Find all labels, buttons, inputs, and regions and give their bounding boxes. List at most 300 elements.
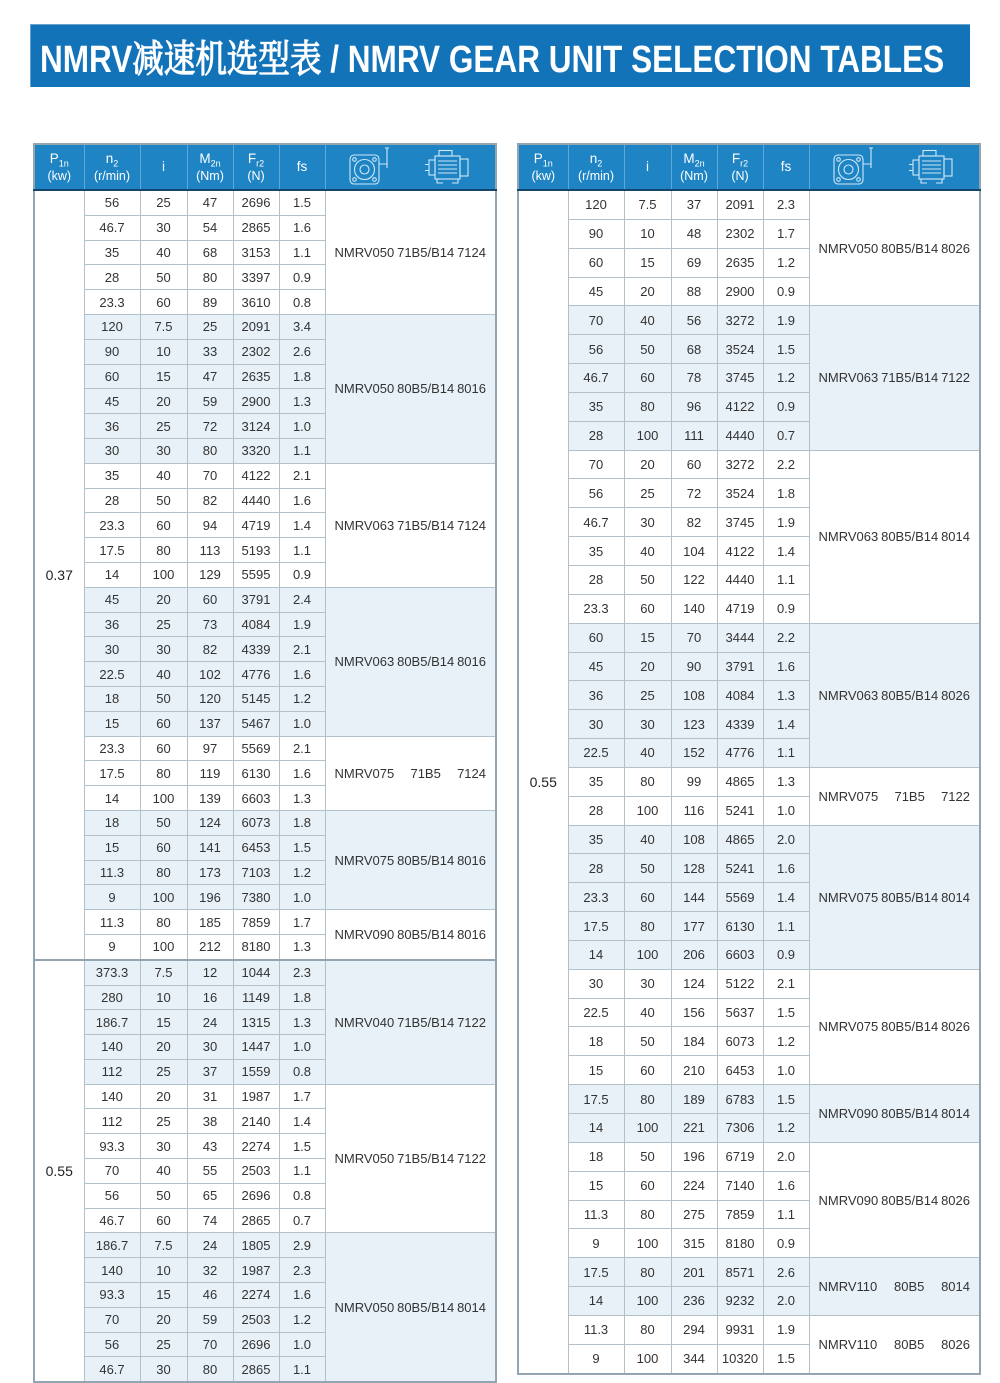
m2n-cell: 173 — [187, 860, 233, 885]
i-cell: 25 — [140, 190, 187, 215]
fr2-cell: 4440 — [717, 565, 763, 594]
model-code: 7124 — [457, 517, 486, 533]
model-flange: 80B5/B14 — [881, 529, 939, 545]
fs-cell: 1.3 — [279, 934, 325, 959]
model-code: 8026 — [941, 240, 970, 256]
i-cell: 15 — [140, 1283, 187, 1308]
i-cell: 50 — [140, 686, 187, 711]
fr2-cell: 3610 — [233, 290, 279, 315]
m2n-cell: 48 — [671, 219, 717, 248]
model-cell — [325, 960, 496, 1084]
i-cell: 7.5 — [140, 960, 187, 985]
i-cell: 80 — [624, 767, 671, 796]
fs-cell: 1.2 — [763, 1027, 809, 1056]
fr2-cell: 3444 — [717, 623, 763, 652]
model-cell — [325, 736, 496, 810]
fs-cell: 1.1 — [279, 1357, 325, 1382]
i-cell: 50 — [624, 565, 671, 594]
m2n-cell: 54 — [187, 215, 233, 240]
model-flange: 80B5/B14 — [397, 654, 455, 670]
col-header-m2n: $M_{2n}$ (Nm) — [187, 144, 233, 190]
m2n-cell: 82 — [187, 637, 233, 662]
fs-cell: 0.9 — [763, 940, 809, 969]
m2n-cell: 80 — [187, 1357, 233, 1382]
n2-cell: 18 — [568, 1142, 624, 1171]
n2-cell: 14 — [568, 940, 624, 969]
fr2-cell: 5241 — [717, 854, 763, 883]
fs-cell: 1.0 — [279, 1035, 325, 1060]
fs-cell: 1.6 — [763, 652, 809, 681]
fs-cell: 0.9 — [763, 392, 809, 421]
fs-cell: 0.9 — [763, 1229, 809, 1258]
m2n-cell: 212 — [187, 934, 233, 959]
model-name: NMRV063 — [334, 517, 395, 533]
model-flange: 80B5 — [893, 1336, 925, 1352]
n2-cell: 35 — [84, 240, 140, 265]
n2-cell: 9 — [84, 934, 140, 959]
fr2-cell: 8180 — [717, 1229, 763, 1258]
m2n-cell: 206 — [671, 940, 717, 969]
fs-cell: 3.4 — [279, 314, 325, 339]
i-cell: 20 — [624, 652, 671, 681]
m2n-cell: 189 — [671, 1085, 717, 1114]
fr2-cell: 4339 — [233, 637, 279, 662]
fs-cell: 2.1 — [279, 736, 325, 761]
fs-cell: 1.0 — [279, 711, 325, 736]
fr2-cell: 7103 — [233, 860, 279, 885]
n2-cell: 17.5 — [84, 538, 140, 563]
fr2-cell: 1044 — [233, 960, 279, 985]
n2-cell: 30 — [84, 438, 140, 463]
fs-cell: 0.8 — [279, 1059, 325, 1084]
i-cell: 15 — [624, 248, 671, 277]
i-cell: 80 — [140, 910, 187, 935]
fr2-cell: 3153 — [233, 240, 279, 265]
fr2-cell: 3397 — [233, 265, 279, 290]
model-cell — [809, 450, 980, 623]
model-flange: 71B5/B14 — [881, 370, 939, 386]
i-cell: 80 — [624, 1258, 671, 1287]
model-name: NMRV063 — [818, 687, 879, 703]
fr2-cell: 6130 — [717, 912, 763, 941]
model-name: NMRV075 — [818, 1019, 879, 1035]
i-cell: 80 — [624, 1085, 671, 1114]
i-cell: 25 — [140, 1109, 187, 1134]
i-cell: 40 — [140, 1159, 187, 1184]
i-cell: 30 — [140, 1357, 187, 1382]
fs-cell: 1.1 — [763, 912, 809, 941]
m2n-cell: 46 — [187, 1283, 233, 1308]
m2n-cell: 294 — [671, 1315, 717, 1344]
m2n-cell: 122 — [671, 565, 717, 594]
worm-gearbox-front-icon — [345, 146, 395, 188]
n2-cell: 22.5 — [84, 662, 140, 687]
col-header-p1n: $P_{1n}$ (kw) — [518, 144, 568, 190]
m2n-cell: 80 — [187, 265, 233, 290]
n2-cell: 373.3 — [84, 960, 140, 985]
model-flange: 71B5 — [894, 788, 925, 804]
i-cell: 50 — [624, 854, 671, 883]
i-cell: 100 — [624, 1344, 671, 1373]
model-name: NMRV090 — [334, 926, 395, 942]
fs-cell: 1.1 — [279, 538, 325, 563]
fs-cell: 0.7 — [763, 421, 809, 450]
i-cell: 10 — [140, 985, 187, 1010]
m2n-cell: 88 — [671, 277, 717, 306]
table-row — [34, 1084, 496, 1109]
n2-cell: 17.5 — [84, 761, 140, 786]
m2n-cell: 224 — [671, 1171, 717, 1200]
fr2-cell: 2140 — [233, 1109, 279, 1134]
i-cell: 40 — [140, 240, 187, 265]
model-code: 7122 — [457, 1014, 486, 1030]
table-row — [34, 910, 496, 935]
m2n-cell: 141 — [187, 835, 233, 860]
fr2-cell: 4865 — [717, 767, 763, 796]
model-code: 7122 — [941, 370, 970, 386]
model-cell — [809, 190, 980, 306]
i-cell: 30 — [140, 1134, 187, 1159]
model-code: 8026 — [941, 1019, 970, 1035]
n2-cell: 112 — [84, 1059, 140, 1084]
m2n-cell: 113 — [187, 538, 233, 563]
model-cell — [809, 623, 980, 767]
fs-cell: 1.5 — [763, 1085, 809, 1114]
n2-cell: 22.5 — [568, 998, 624, 1027]
fs-cell: 2.0 — [763, 825, 809, 854]
fr2-cell: 7859 — [233, 910, 279, 935]
table-row — [34, 314, 496, 339]
fs-cell: 1.5 — [763, 335, 809, 364]
fs-cell: 1.4 — [279, 1109, 325, 1134]
table-row — [34, 463, 496, 488]
fs-cell: 1.6 — [279, 662, 325, 687]
n2-cell: 28 — [568, 796, 624, 825]
m2n-cell: 31 — [187, 1084, 233, 1109]
model-flange: 80B5/B14 — [881, 240, 939, 256]
fs-cell: 2.1 — [279, 463, 325, 488]
fr2-cell: 4084 — [717, 681, 763, 710]
model-cell — [325, 910, 496, 960]
model-flange: 80B5/B14 — [397, 381, 455, 397]
col-header-fr2: $F_{r2}$ (N) — [717, 144, 763, 190]
m2n-cell: 47 — [187, 190, 233, 215]
model-flange: 80B5 — [893, 1279, 925, 1295]
col-header-n2: $n_2$ (r/min) — [568, 144, 624, 190]
fr2-cell: 3124 — [233, 414, 279, 439]
n2-cell: 15 — [568, 1056, 624, 1085]
table-row — [518, 450, 980, 479]
n2-cell: 11.3 — [568, 1200, 624, 1229]
worm-gearbox-front-icon — [829, 146, 879, 188]
model-cell — [325, 587, 496, 736]
fs-cell: 2.1 — [763, 969, 809, 998]
fr2-cell: 2635 — [233, 364, 279, 389]
i-cell: 30 — [140, 637, 187, 662]
fr2-cell: 2865 — [233, 1208, 279, 1233]
fs-cell: 1.9 — [763, 1315, 809, 1344]
m2n-cell: 43 — [187, 1134, 233, 1159]
model-name: NMRV050 — [334, 244, 395, 260]
m2n-cell: 97 — [187, 736, 233, 761]
n2-cell: 140 — [84, 1258, 140, 1283]
model-name: NMRV090 — [818, 1192, 879, 1208]
m2n-cell: 32 — [187, 1258, 233, 1283]
model-column-header — [325, 144, 496, 190]
table-row — [518, 306, 980, 335]
fs-cell: 1.1 — [279, 438, 325, 463]
i-cell: 40 — [624, 306, 671, 335]
m2n-cell: 137 — [187, 711, 233, 736]
fs-cell: 1.3 — [279, 1010, 325, 1035]
n2-cell: 70 — [568, 450, 624, 479]
header-row — [518, 144, 980, 190]
fr2-cell: 7859 — [717, 1200, 763, 1229]
i-cell: 100 — [624, 1287, 671, 1316]
i-cell: 60 — [140, 290, 187, 315]
n2-cell: 15 — [84, 711, 140, 736]
m2n-cell: 70 — [187, 1332, 233, 1357]
model-cell — [809, 306, 980, 450]
model-column-header — [809, 144, 980, 190]
fr2-cell: 6453 — [717, 1056, 763, 1085]
model-cell — [809, 1085, 980, 1143]
col-header-fr2: $F_{r2}$ (N) — [233, 144, 279, 190]
model-name: NMRV075 — [818, 889, 879, 905]
n2-cell: 11.3 — [568, 1315, 624, 1344]
m2n-cell: 185 — [187, 910, 233, 935]
i-cell: 60 — [140, 835, 187, 860]
i-cell: 80 — [140, 860, 187, 885]
i-cell: 60 — [624, 883, 671, 912]
i-cell: 100 — [624, 1114, 671, 1143]
fs-cell: 1.4 — [763, 537, 809, 566]
p1n-cell: 0.37 — [34, 190, 84, 960]
model-cell — [809, 1142, 980, 1257]
fr2-cell: 6130 — [233, 761, 279, 786]
fs-cell: 1.1 — [763, 739, 809, 768]
fr2-cell: 1559 — [233, 1059, 279, 1084]
model-cell — [325, 463, 496, 587]
fr2-cell: 5569 — [717, 883, 763, 912]
i-cell: 15 — [624, 623, 671, 652]
m2n-cell: 37 — [187, 1059, 233, 1084]
i-cell: 100 — [624, 940, 671, 969]
i-cell: 50 — [624, 1027, 671, 1056]
model-cell — [809, 969, 980, 1084]
model-code: 8026 — [941, 1192, 970, 1208]
i-cell: 60 — [624, 594, 671, 623]
fs-cell: 1.3 — [279, 786, 325, 811]
fr2-cell: 5241 — [717, 796, 763, 825]
model-cell — [325, 1084, 496, 1233]
fs-cell: 2.3 — [279, 960, 325, 985]
m2n-cell: 139 — [187, 786, 233, 811]
table-row — [34, 190, 496, 215]
model-code: 7124 — [457, 244, 486, 260]
m2n-cell: 89 — [187, 290, 233, 315]
i-cell: 80 — [140, 538, 187, 563]
m2n-cell: 30 — [187, 1035, 233, 1060]
i-cell: 100 — [140, 934, 187, 959]
selection-table-right-mount — [517, 143, 981, 1383]
n2-cell: 60 — [84, 364, 140, 389]
n2-cell: 56 — [568, 479, 624, 508]
fr2-cell: 2274 — [233, 1283, 279, 1308]
fr2-cell: 2503 — [233, 1159, 279, 1184]
model-code: 8014 — [941, 889, 970, 905]
n2-cell: 46.7 — [84, 215, 140, 240]
model-cell — [809, 767, 980, 825]
fr2-cell: 7140 — [717, 1171, 763, 1200]
fr2-cell: 2865 — [233, 1357, 279, 1382]
n2-cell: 35 — [568, 825, 624, 854]
i-cell: 40 — [140, 463, 187, 488]
m2n-cell: 116 — [671, 796, 717, 825]
n2-cell: 36 — [84, 414, 140, 439]
fs-cell: 2.6 — [279, 339, 325, 364]
table-row — [518, 1085, 980, 1114]
n2-cell: 93.3 — [84, 1283, 140, 1308]
fr2-cell: 3272 — [717, 450, 763, 479]
model-code: 8014 — [941, 1279, 970, 1295]
m2n-cell: 65 — [187, 1183, 233, 1208]
fs-cell: 1.4 — [763, 710, 809, 739]
model-cell — [325, 810, 496, 909]
fs-cell: 2.1 — [279, 637, 325, 662]
i-cell: 40 — [624, 998, 671, 1027]
model-code: 8016 — [457, 852, 486, 868]
table-row — [34, 960, 496, 985]
fs-cell: 1.6 — [763, 854, 809, 883]
m2n-cell: 344 — [671, 1344, 717, 1373]
model-name: NMRV110 — [818, 1336, 878, 1352]
fr2-cell: 3791 — [233, 587, 279, 612]
model-code: 8014 — [457, 1299, 486, 1315]
fs-cell: 0.9 — [279, 265, 325, 290]
fr2-cell: 2696 — [233, 1332, 279, 1357]
m2n-cell: 144 — [671, 883, 717, 912]
col-header-fs: fs — [279, 144, 325, 190]
fr2-cell: 4122 — [717, 537, 763, 566]
i-cell: 40 — [624, 537, 671, 566]
fs-cell: 1.6 — [279, 761, 325, 786]
i-cell: 100 — [140, 885, 187, 910]
model-name: NMRV050 — [818, 240, 879, 256]
n2-cell: 45 — [84, 587, 140, 612]
fs-cell: 1.5 — [279, 190, 325, 215]
fs-cell: 2.4 — [279, 587, 325, 612]
fs-cell: 0.9 — [763, 594, 809, 623]
i-cell: 50 — [140, 488, 187, 513]
fr2-cell: 4719 — [717, 594, 763, 623]
fr2-cell: 8571 — [717, 1258, 763, 1287]
title-banner — [30, 24, 970, 87]
fr2-cell: 4865 — [717, 825, 763, 854]
fr2-cell: 5595 — [233, 562, 279, 587]
m2n-cell: 80 — [187, 438, 233, 463]
m2n-cell: 108 — [671, 825, 717, 854]
model-flange: 80B5/B14 — [881, 687, 939, 703]
fs-cell: 1.8 — [763, 479, 809, 508]
fr2-cell: 1315 — [233, 1010, 279, 1035]
n2-cell: 90 — [568, 219, 624, 248]
m2n-cell: 60 — [671, 450, 717, 479]
model-flange: 71B5 — [410, 765, 441, 781]
fr2-cell: 5122 — [717, 969, 763, 998]
n2-cell: 30 — [568, 710, 624, 739]
n2-cell: 35 — [568, 767, 624, 796]
m2n-cell: 25 — [187, 314, 233, 339]
fs-cell: 2.3 — [279, 1258, 325, 1283]
model-name: NMRV050 — [334, 1299, 395, 1315]
model-flange: 71B5/B14 — [397, 1014, 455, 1030]
m2n-cell: 102 — [187, 662, 233, 687]
fr2-cell: 5467 — [233, 711, 279, 736]
n2-cell: 9 — [84, 885, 140, 910]
i-cell: 100 — [624, 1229, 671, 1258]
m2n-cell: 96 — [671, 392, 717, 421]
n2-cell: 18 — [568, 1027, 624, 1056]
n2-cell: 22.5 — [568, 739, 624, 768]
i-cell: 20 — [140, 389, 187, 414]
fs-cell: 0.8 — [279, 290, 325, 315]
m2n-cell: 70 — [671, 623, 717, 652]
n2-cell: 18 — [84, 686, 140, 711]
i-cell: 25 — [140, 612, 187, 637]
n2-cell: 46.7 — [568, 364, 624, 393]
model-code: 8014 — [941, 529, 970, 545]
fr2-cell: 4440 — [233, 488, 279, 513]
i-cell: 7.5 — [140, 314, 187, 339]
fr2-cell: 6603 — [717, 940, 763, 969]
i-cell: 25 — [140, 414, 187, 439]
m2n-cell: 196 — [187, 885, 233, 910]
fr2-cell: 1987 — [233, 1258, 279, 1283]
i-cell: 100 — [624, 796, 671, 825]
n2-cell: 186.7 — [84, 1233, 140, 1258]
model-flange: 71B5/B14 — [397, 1151, 455, 1167]
n2-cell: 9 — [568, 1344, 624, 1373]
fs-cell: 2.3 — [763, 190, 809, 219]
m2n-cell: 38 — [187, 1109, 233, 1134]
m2n-cell: 55 — [187, 1159, 233, 1184]
table-row — [518, 1315, 980, 1344]
fs-cell: 1.1 — [763, 565, 809, 594]
i-cell: 7.5 — [624, 190, 671, 219]
model-code: 8026 — [941, 1336, 970, 1352]
fs-cell: 1.5 — [279, 835, 325, 860]
fr2-cell: 9931 — [717, 1315, 763, 1344]
fr2-cell: 7380 — [233, 885, 279, 910]
fr2-cell: 2696 — [233, 1183, 279, 1208]
fs-cell: 1.9 — [279, 612, 325, 637]
i-cell: 60 — [140, 736, 187, 761]
model-code: 8014 — [941, 1106, 970, 1121]
n2-cell: 23.3 — [568, 594, 624, 623]
fs-cell: 1.3 — [763, 767, 809, 796]
n2-cell: 35 — [568, 392, 624, 421]
n2-cell: 90 — [84, 339, 140, 364]
i-cell: 60 — [140, 513, 187, 538]
fr2-cell: 4440 — [717, 421, 763, 450]
m2n-cell: 120 — [187, 686, 233, 711]
i-cell: 80 — [140, 761, 187, 786]
fs-cell: 2.2 — [763, 623, 809, 652]
n2-cell: 56 — [84, 1332, 140, 1357]
fr2-cell: 4719 — [233, 513, 279, 538]
fr2-cell: 3272 — [717, 306, 763, 335]
